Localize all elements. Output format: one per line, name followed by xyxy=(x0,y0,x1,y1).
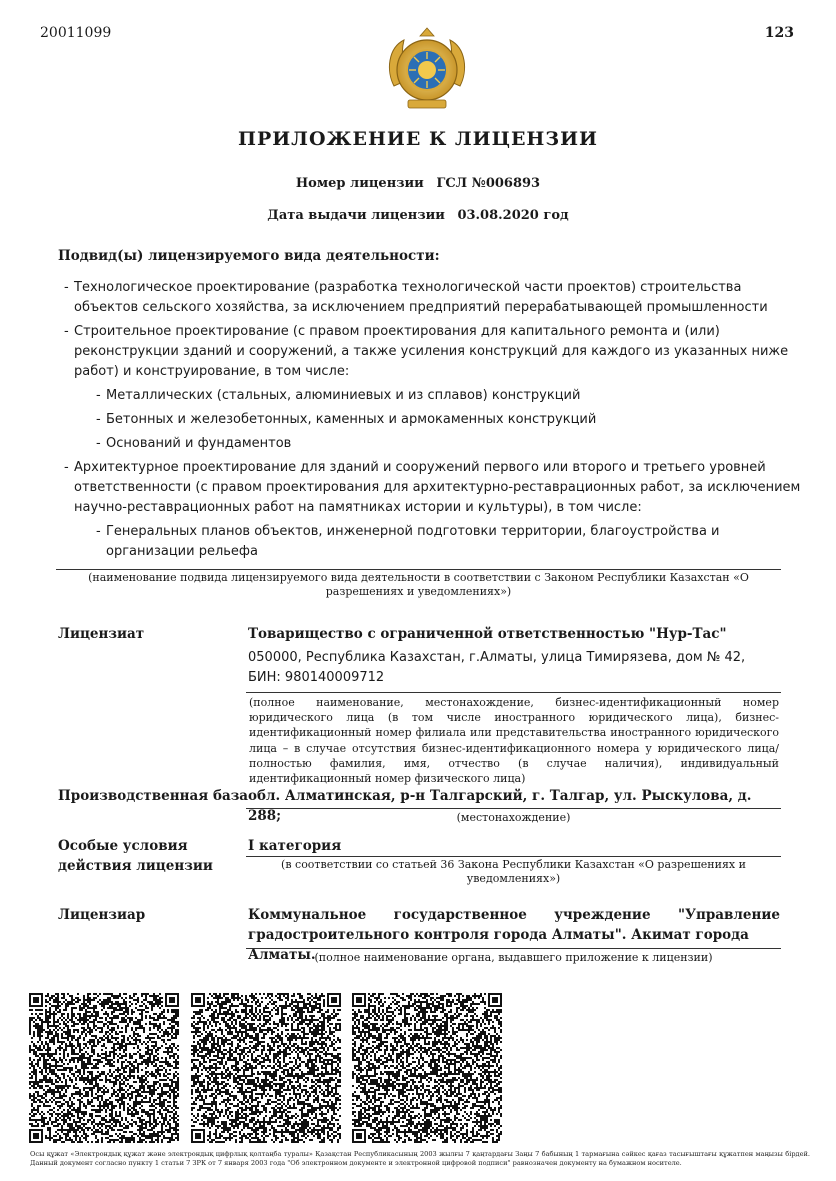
subtypes-caption: (наименование подвида лицензируемого вида деятельности в соответствии с Законом Республики Казахстан «О разрешениях и уведомлениях») xyxy=(88,571,749,598)
qr-code-icon xyxy=(191,993,341,1143)
license-date-label: Дата выдачи лицензии xyxy=(267,208,445,223)
special-conditions-label-line2: действия лицензии xyxy=(58,858,213,874)
subtypes-divider xyxy=(56,569,781,570)
page-number: 123 xyxy=(764,25,794,41)
activity-subitem: - Металлических (стальных, алюминиевых и из сплавов) конструкций xyxy=(58,386,803,406)
document-id: 20011099 xyxy=(40,25,112,41)
licensor-label: Лицензиар xyxy=(58,907,146,923)
license-date-line xyxy=(0,208,836,223)
activity-item: - Строительное проектирование (с правом проектирования для капитального ремонта и (или) реконструкции зданий и сооружений, а также усиления конструкций для каждого из указанных ниже работ) и конструирование, в том числе: xyxy=(58,322,803,382)
document-title: ПРИЛОЖЕНИЕ К ЛИЦЕНЗИИ xyxy=(238,128,598,150)
activity-subitem: - Оснований и фундаментов xyxy=(58,434,803,454)
licensee-address: 050000, Республика Казахстан, г.Алматы, улица Тимирязева, дом № 42, БИН: 980140009712 xyxy=(248,650,746,685)
special-conditions-value: I категория xyxy=(248,838,342,854)
license-number-label: Номер лицензии xyxy=(295,176,424,191)
special-conditions-divider xyxy=(246,856,781,857)
subtypes-heading: Подвид(ы) лицензируемого вида деятельности: xyxy=(58,248,440,264)
licensee-label: Лицензиат xyxy=(58,626,145,642)
activity-subitem: - Бетонных и железобетонных, каменных и армокаменных конструкций xyxy=(58,410,803,430)
activity-list xyxy=(58,278,803,566)
activity-subitem: - Генеральных планов объектов, инженерной подготовки территории, благоустройства и организации рельефа xyxy=(58,522,803,562)
licensor-name-line1: Коммунальное государственное учреждение "Управление xyxy=(248,907,780,923)
production-base-divider xyxy=(246,808,781,809)
license-number-value: ГСЛ №006893 xyxy=(436,176,541,191)
license-date-value: 03.08.2020 год xyxy=(457,208,569,223)
activity-item: - Архитектурное проектирование для зданий и сооружений первого или второго и третьего уровней ответственности (с правом проектирования для архитектурно-реставрационных работ, за исключением научно-реставрационных работ на памятниках истории и культуры), в том числе: xyxy=(58,458,803,518)
licensee-divider xyxy=(246,692,781,693)
qr-code-icon xyxy=(352,993,502,1143)
licensor-caption: (полное наименование органа, выдавшего приложение к лицензии) xyxy=(314,951,713,964)
licensor-name-line2: градостроительного контроля города Алматы". Акимат города Алматы. xyxy=(248,927,749,963)
footer-legal-note: Осы құжат «Электрондық құжат және электрондық цифрлық қолтаңба туралы» Қазақстан Республикасының 2003 жылғы 7 қаңтардағы Заңы 7 бабының 1 тармағына сәйкес қағаз тасығыштағы құжатпен маңызы бірдей. Данный документ согласно пункту 1 статьи 7 ЗРК от 7 января 2003 года "Об электронном документе и электронной цифровой подписи" равнозначен документу на бумажном носителе. xyxy=(30,1150,810,1167)
special-conditions-caption: (в соответствии со статьей 36 Закона Республики Казахстан «О разрешениях и уведомлениях») xyxy=(281,858,746,885)
activity-item: - Технологическое проектирование (разработка технологической части проектов) строительства объектов сельского хозяйства, за исключением предприятий перерабатывающей промышленности xyxy=(58,278,803,318)
licensee-caption: (полное наименование, местонахождение, бизнес-идентификационный номер юридического лица (в том числе иностранного юридического лица), бизнес-идентификационный номер филиала или представительства иностранного юридического лица – в случае отсутствия бизнес-идентификационного номера у юридического лица/полностью фамилия, имя, отчество (в случае наличия), индивидуальный идентификационный номер физического лица) xyxy=(249,696,779,786)
production-base-label: Производственная база xyxy=(58,788,249,804)
license-number-line xyxy=(0,176,836,191)
special-conditions-label-line1: Особые условия xyxy=(58,838,188,854)
qr-code-icon xyxy=(29,993,179,1143)
licensor-divider xyxy=(246,948,781,949)
licensee-name: Товарищество с ограниченной ответственностью "Нур-Тас" xyxy=(248,626,727,642)
production-base-caption: (местонахождение) xyxy=(456,811,571,824)
production-base-value: обл. Алматинская, р-н Талгарский, г. Талгар, ул. Рыскулова, д. 288; xyxy=(248,788,752,824)
state-emblem-icon xyxy=(382,26,472,116)
